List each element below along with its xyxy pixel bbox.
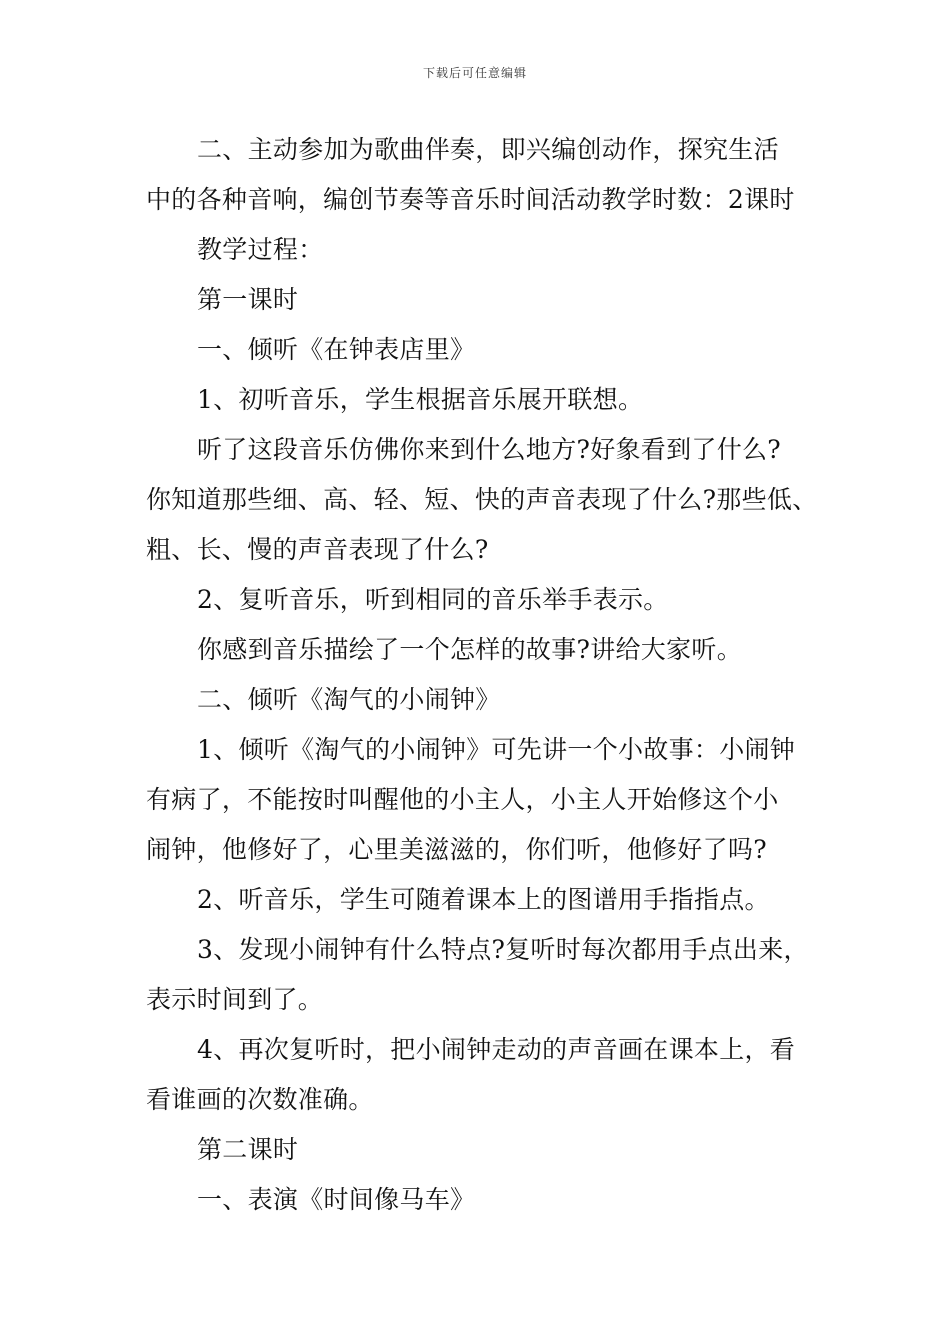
text-line: 闹钟，他修好了，心里美滋滋的，你们听，他修好了吗? [146,835,767,864]
text-line: 你知道那些细、高、轻、短、快的声音表现了什么?那些低、 [146,485,818,514]
text-line: 1、初听音乐，学生根据音乐展开联想。 [197,385,644,414]
text-line: 教学过程： [197,235,324,264]
text-line: 2、听音乐，学生可随着课本上的图谱用手指指点。 [197,885,770,914]
subsection-heading: 一、倾听《在钟表店里》 [197,335,476,364]
text-line: 有病了，不能按时叫醒他的小主人，小主人开始修这个小 [146,785,779,814]
text-line: 3、发现小闹钟有什么特点?复听时每次都用手点出来， [197,935,809,964]
document-body [146,125,826,1225]
section-heading: 第二课时 [197,1135,299,1164]
subsection-heading: 二、倾听《淘气的小闹钟》 [197,685,501,714]
text-line: 你感到音乐描绘了一个怎样的故事?讲给大家听。 [197,635,743,664]
text-line: 粗、长、慢的声音表现了什么? [146,535,489,564]
text-line: 1、倾听《淘气的小闹钟》可先讲一个小故事：小闹钟 [197,735,796,764]
text-line: 看谁画的次数准确。 [146,1085,374,1114]
text-line: 表示时间到了。 [146,985,324,1014]
text-line: 2、复听音乐，听到相同的音乐举手表示。 [197,585,669,614]
text-line: 听了这段音乐仿佛你来到什么地方?好象看到了什么? [197,435,782,464]
page-header-note: 下载后可任意编辑 [422,66,527,80]
text-line: 4、再次复听时，把小闹钟走动的声音画在课本上，看 [197,1035,796,1064]
section-heading: 第一课时 [197,285,299,314]
text-line: 二、主动参加为歌曲伴奏，即兴编创动作，探究生活 [197,135,779,164]
text-line: 中的各种音响，编创节奏等音乐时间活动教学时数：2课时 [146,185,795,214]
subsection-heading: 一、表演《时间像马车》 [197,1185,476,1214]
